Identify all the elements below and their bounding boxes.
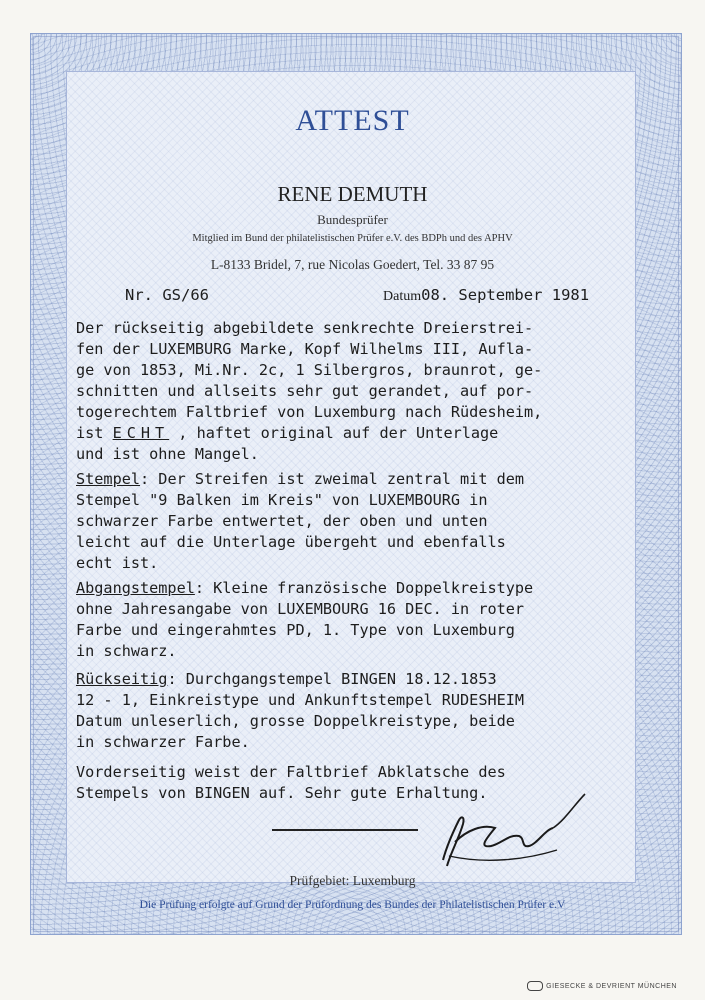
certificate-number [125, 286, 209, 304]
text-line: togerechtem Faltbrief von Luxemburg nach Rüdesheim, [76, 403, 543, 421]
echt-verdict: ECHT [112, 424, 170, 442]
paragraph-abgangstempel [76, 578, 636, 662]
printer-logo-icon [527, 981, 543, 991]
text-line: Stempels von BINGEN auf. Sehr gute Erhaltung. [76, 784, 488, 802]
examiner-role: Bundesprüfer [317, 212, 388, 227]
date-value: 08. September 1981 [421, 286, 590, 304]
text-fragment: : Der Streifen ist zweimal zentral mit dem [140, 470, 525, 488]
paragraph-stempel [76, 469, 636, 574]
text-line: ge von 1853, Mi.Nr. 2c, 1 Silbergros, braunrot, ge- [76, 361, 543, 379]
text-line-echt [76, 423, 636, 444]
text-line: schnitten und allseits sehr gut gerandet, auf por- [76, 382, 534, 400]
text-fragment: , haftet original auf der Unterlage [169, 424, 499, 442]
text-fragment: ist [76, 424, 113, 442]
text-line: Der rückseitig abgebildete senkrechte Dreierstrei- [76, 319, 534, 337]
section-heading: Rückseitig [76, 670, 168, 688]
printer-name: GIESECKE & DEVRIENT MÜNCHEN [546, 982, 677, 990]
text-line: Datum unleserlich, grosse Doppelkreistype, beide [76, 712, 515, 730]
membership-line: Mitglied im Bund der philatelistischen Prüfer e.V. des BDPh und des APHV [192, 233, 513, 244]
pruefgebiet: Prüfgebiet: Luxemburg [289, 873, 416, 888]
text-line: Farbe und eingerahmtes PD, 1. Type von Luxemburg [76, 621, 515, 639]
paragraph-description [76, 318, 636, 465]
nr-value: GS/66 [162, 286, 210, 304]
text-line: 12 - 1, Einkreistype und Ankunftstempel RUDESHEIM [76, 691, 525, 709]
date-label: Datum [383, 289, 422, 304]
text-line [76, 469, 636, 490]
text-line: leicht auf die Unterlage übergeht und ebenfalls [76, 533, 506, 551]
address-line: L-8133 Bridel, 7, rue Nicolas Goedert, Tel. 33 87 95 [210, 257, 495, 272]
section-heading: Abgangstempel [76, 579, 195, 597]
text-fragment: : Durchgangstempel BINGEN 18.12.1853 [167, 670, 497, 688]
printer-imprint [527, 981, 677, 991]
text-line [76, 669, 636, 690]
nr-label: Nr. [125, 286, 153, 304]
text-line: schwarzer Farbe entwertet, der oben und unten [76, 512, 488, 530]
signature-line [272, 829, 418, 831]
certificate-title: ATTEST [295, 104, 410, 137]
text-line: Vorderseitig weist der Faltbrief Abklatsche des [76, 763, 506, 781]
text-line [76, 578, 636, 599]
text-line: in schwarzer Farbe. [76, 733, 250, 751]
handwritten-signature [425, 790, 595, 880]
text-line: Stempel "9 Balken im Kreis" von LUXEMBOURG in [76, 491, 488, 509]
section-heading: Stempel [76, 470, 141, 488]
text-fragment: : Kleine französische Doppelkreistype [194, 579, 534, 597]
text-line: fen der LUXEMBURG Marke, Kopf Wilhelms III, Aufla- [76, 340, 534, 358]
text-line: ohne Jahresangabe von LUXEMBOURG 16 DEC. in roter [76, 600, 525, 618]
text-line: und ist ohne Mangel. [76, 445, 259, 463]
legal-footer: Die Prüfung erfolgte auf Grund der Prüfordnung des Bundes der Philatelistischen Prüfer e.V [139, 899, 566, 911]
paragraph-rueckseitig [76, 669, 636, 753]
text-line: echt ist. [76, 554, 159, 572]
text-line: in schwarz. [76, 642, 177, 660]
certificate-date [383, 286, 589, 305]
examiner-name: RENE DEMUTH [277, 182, 428, 206]
